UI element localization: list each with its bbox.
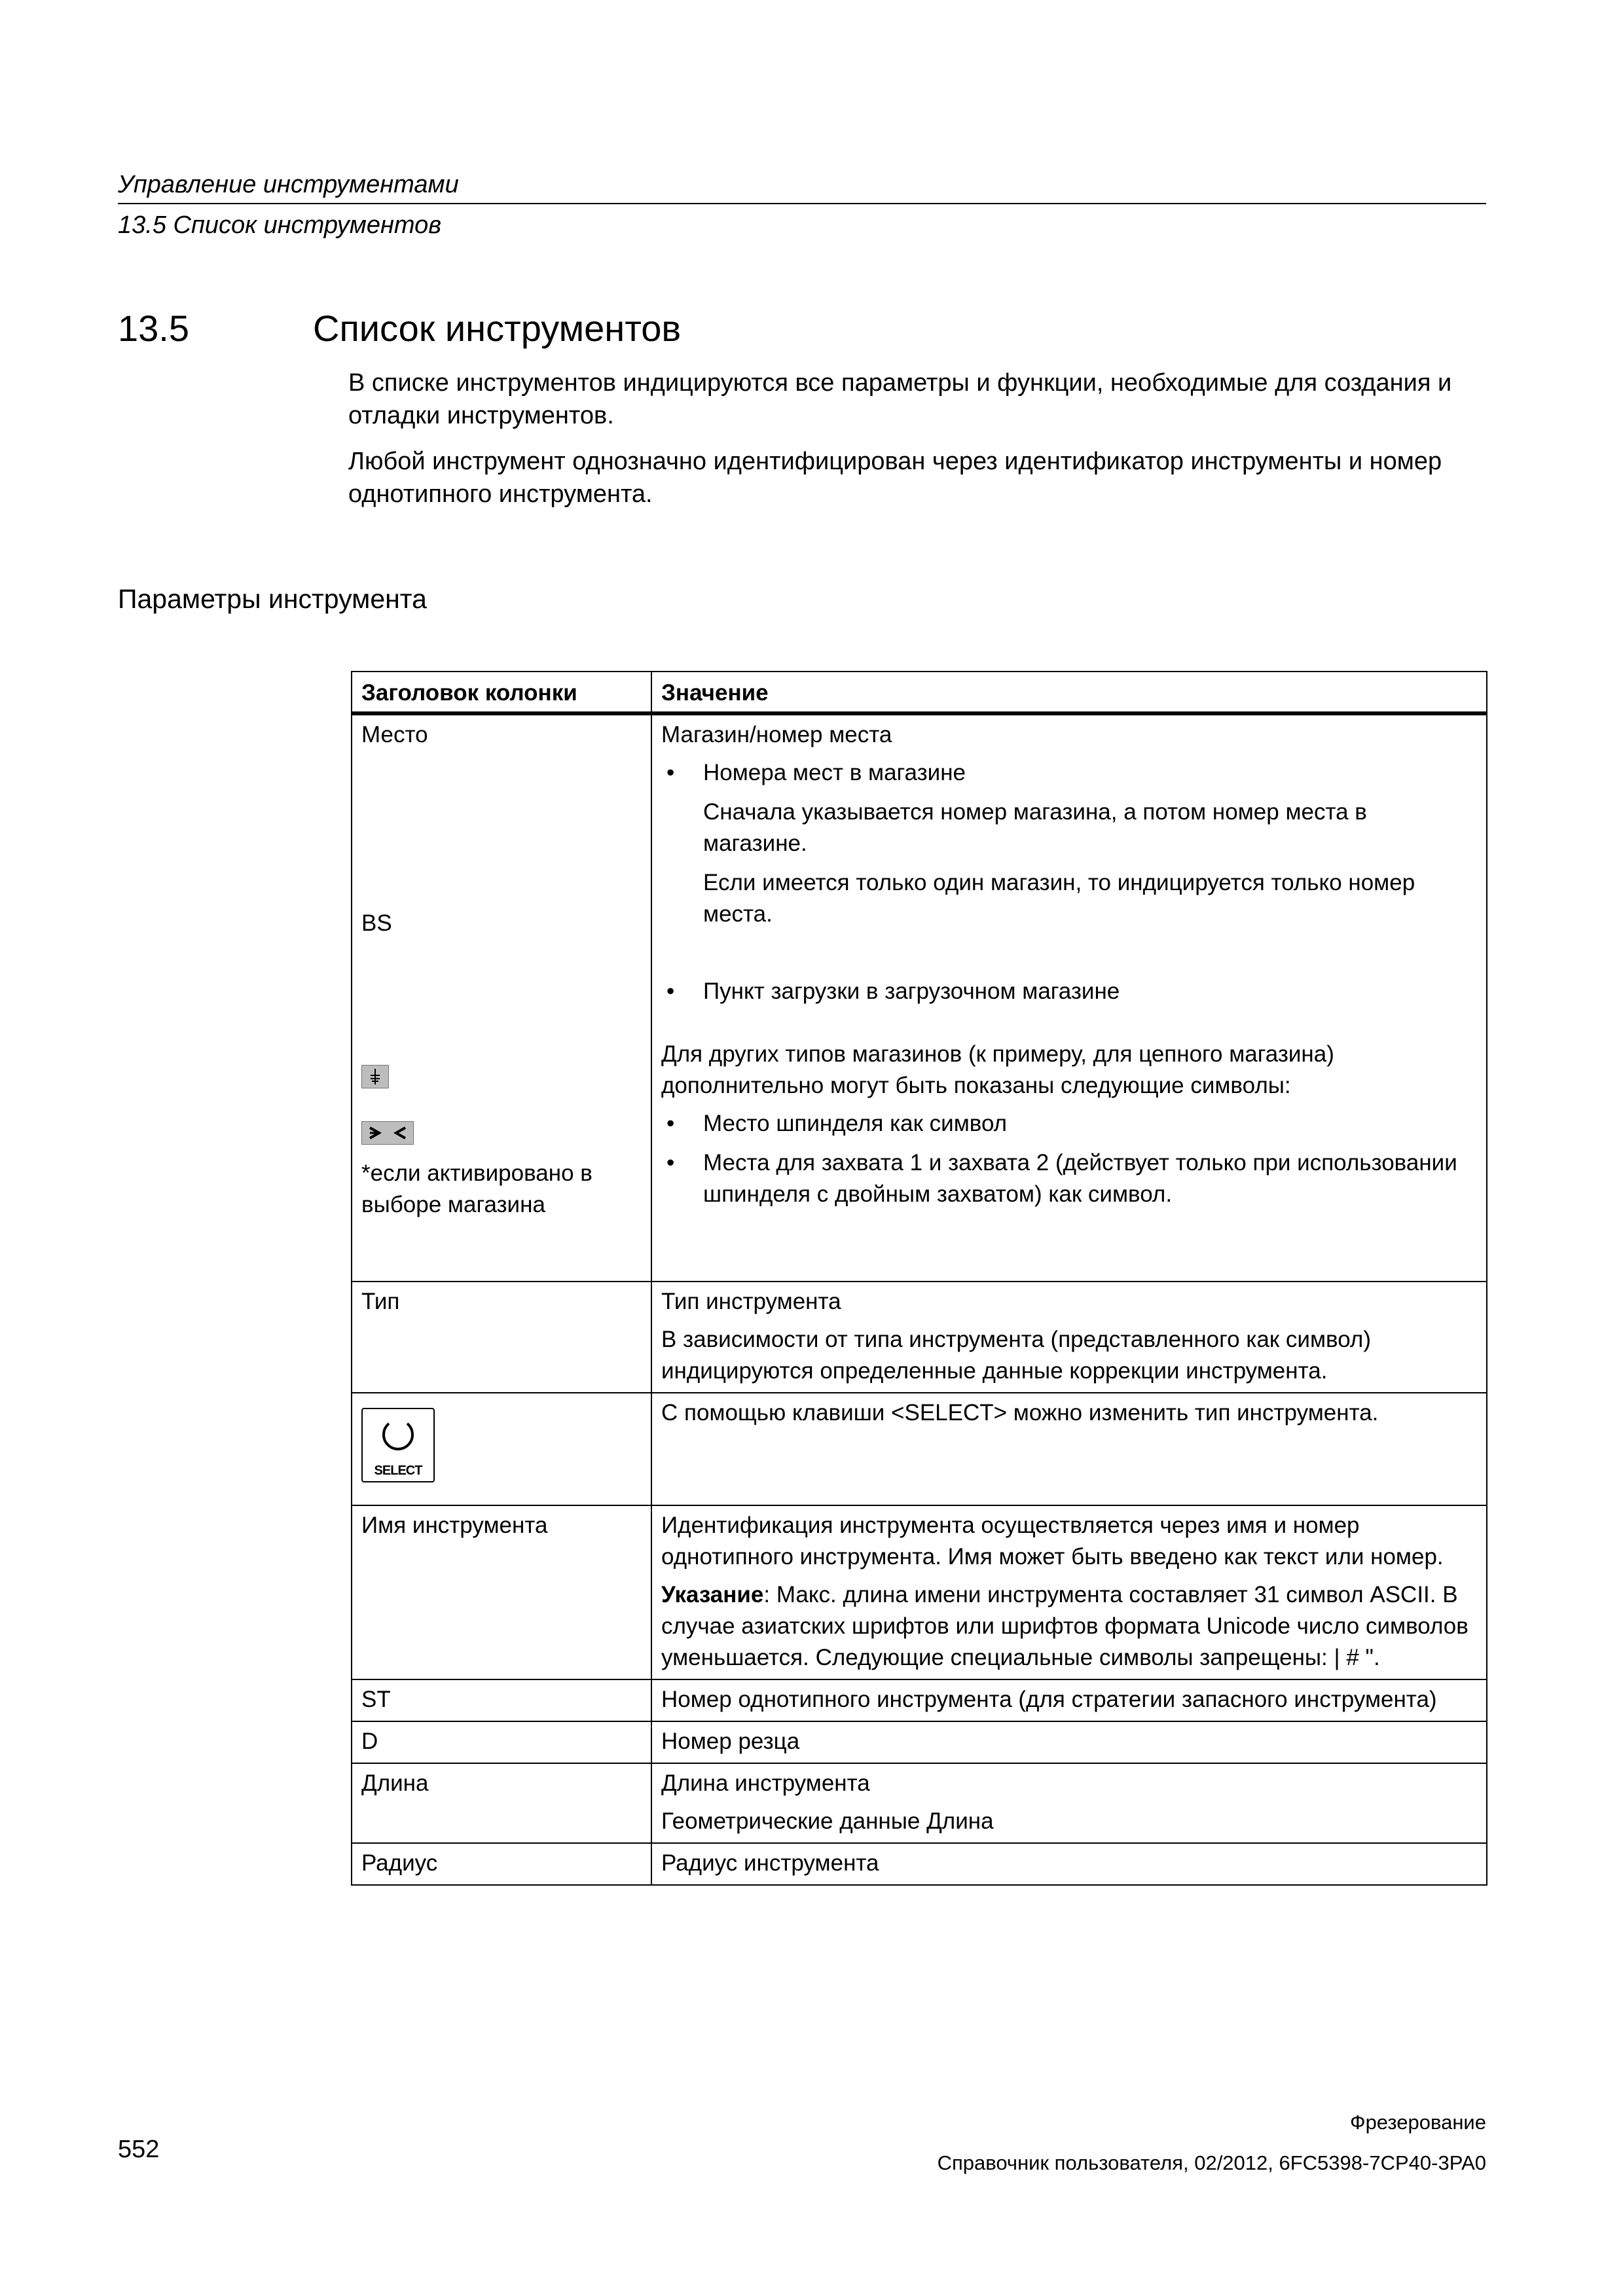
select-key-label: SELECT — [374, 1463, 422, 1478]
row-label-st: ST — [352, 1679, 651, 1721]
row-label-d: D — [352, 1721, 651, 1763]
page-number: 552 — [118, 2136, 160, 2163]
row-value-st: Номер однотипного инструмента (для стратегии запасного инструмента) — [651, 1679, 1487, 1721]
table-row — [352, 1282, 1487, 1393]
name-line: Идентификация инструмента осуществляется через имя и номер однотипного инструмента. Имя может быть введено как текст или номер. — [661, 1513, 1444, 1570]
name-note — [661, 1579, 1477, 1674]
bullet-item: • Пункт загрузки в загрузочном магазине — [661, 976, 1477, 1007]
bullet-item: • Места для захвата 1 и захвата 2 (действует только при использовании шпинделя с двойным захватом) как символ. — [661, 1147, 1477, 1210]
type-line: Тип инструмента — [661, 1289, 841, 1314]
intro-paragraph: Любой инструмент однозначно идентифицирован через идентификатор инструменты и номер однотипного инструмента. — [348, 448, 1442, 508]
row-label-place — [352, 713, 651, 1282]
column-header: Заголовок колонки — [352, 672, 651, 713]
running-head — [118, 165, 1486, 239]
row-value-length — [651, 1763, 1487, 1843]
note-label: Указание — [661, 1582, 764, 1607]
section-title: Список инструментов — [313, 308, 682, 349]
table-header-row — [352, 672, 1487, 713]
intro-paragraph: В списке инструментов индицируются все параметры и функции, необходимые для создания и отладки инструментов. — [348, 369, 1452, 429]
table-row — [352, 1721, 1487, 1763]
tool-params-table — [351, 671, 1487, 1886]
row-value-radius: Радиус инструмента — [651, 1843, 1487, 1885]
place-line: Магазин/номер места — [661, 722, 892, 747]
footer-manual: Справочник пользователя, 02/2012, 6FC5398-7CP40-3PA0 — [937, 2151, 1486, 2174]
row-label-length: Длина — [352, 1763, 651, 1843]
intro-text — [348, 367, 1487, 524]
table-row — [352, 1763, 1487, 1843]
column-header: Значение — [651, 672, 1487, 713]
type-line: В зависимости от типа инструмента (представленного как символ) индицируются определенные данные коррекции инструмента. — [661, 1327, 1372, 1384]
row-label-radius: Радиус — [352, 1843, 651, 1885]
place-note: *если активировано в выборе магазина — [361, 1160, 593, 1217]
select-key-icon — [361, 1408, 435, 1482]
row-value-type — [651, 1282, 1487, 1393]
row-value-d: Номер резца — [651, 1721, 1487, 1763]
subheading-tool-params: Параметры инструмента — [118, 584, 427, 614]
place-paragraph: Для других типов магазинов (к примеру, для цепного магазина) дополнительно могут быть показаны следующие символы: — [661, 1041, 1334, 1098]
table-row — [352, 1393, 1487, 1505]
row-value-select: С помощью клавиши <SELECT> можно изменить тип инструмента. — [651, 1393, 1487, 1505]
spindle-gripper-icon — [361, 1121, 414, 1145]
running-head-rule — [118, 203, 1486, 204]
indented-text: Сначала указывается номер магазина, а потом номер места в магазине. — [703, 799, 1367, 856]
table-row — [352, 1505, 1487, 1679]
table-row — [352, 1679, 1487, 1721]
section-number: 13.5 — [118, 308, 189, 349]
table-row — [352, 713, 1487, 1282]
bullet-item: • Номера мест в магазине — [661, 757, 1477, 789]
bs-label: BS — [361, 910, 392, 936]
loading-point-icon — [361, 1065, 389, 1088]
indented-text: Если имеется только один магазин, то индицируется только номер места. — [703, 870, 1415, 927]
row-value-name — [651, 1505, 1487, 1679]
place-label: Место — [361, 722, 428, 747]
running-head-chapter: Управление инструментами — [118, 171, 459, 198]
table-row — [352, 1843, 1487, 1885]
row-value-place — [651, 713, 1487, 1282]
note-text: : Макс. длина имени инструмента составляет 31 символ ASCII. В случае азиатских шрифтов или шрифтов формата Unicode число символов уменьшается. Следующие специальные символы запрещены: | # ". — [661, 1582, 1468, 1670]
footer — [938, 2102, 1486, 2183]
length-line: Геометрические данные Длина — [661, 1808, 994, 1834]
row-label-select — [352, 1393, 651, 1505]
row-label-type: Тип — [352, 1282, 651, 1393]
footer-product: Фрезерование — [1350, 2111, 1486, 2134]
row-label-name: Имя инструмента — [352, 1505, 651, 1679]
bullet-item: • Место шпинделя как символ — [661, 1108, 1477, 1139]
running-head-section: 13.5 Список инструментов — [118, 211, 442, 239]
length-line: Длина инструмента — [661, 1770, 870, 1796]
